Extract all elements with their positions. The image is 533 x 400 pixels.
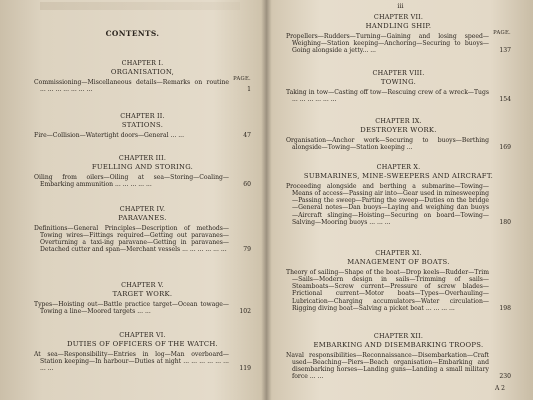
chapter-10 — [286, 164, 511, 226]
page-header-faded — [40, 2, 240, 10]
chapter-label: CHAPTER VI. — [119, 331, 166, 339]
chapter-topics: At sea—Responsibility—Entries in log—Man overboard—Station keeping—In harbour—Duties at night ... ... ... ... ... ... ... ... — [34, 351, 229, 373]
page-column-label: PAGE. — [493, 30, 511, 36]
chapter-title: SUBMARINES, MINE-SWEEPERS AND AIRCRAFT. — [303, 172, 494, 181]
chapter-title: TARGET WORK. — [112, 290, 173, 299]
chapter-title: DESTROYER WORK. — [360, 126, 437, 135]
chapter-label: CHAPTER IX. — [375, 117, 422, 125]
chapter-label: CHAPTER VIII. — [372, 69, 425, 77]
chapter-page: 154 — [499, 96, 511, 104]
chapter-label: CHAPTER I. — [121, 59, 164, 67]
chapter-title: PARAVANES. — [118, 214, 167, 223]
chapter-title: STATIONS. — [121, 121, 164, 130]
chapter-topics: Oiling from oilers—Oiling at sea—Storing—Coaling—Embarking ammunition ... ... ... ... ... — [34, 174, 229, 189]
chapter-title: FUELLING AND STORING. — [91, 163, 194, 172]
chapter-topics: Definitions—General Principles—Description of methods—Towing wires—Fittings required—Getting out paravanes—Overturning a taxi-ing paravane—Getting in paravanes—Detached cutter and span—Merchant vessels ... ... ... ... ... ... — [34, 225, 229, 254]
chapter-label: CHAPTER XII. — [373, 332, 424, 340]
chapter-page: 79 — [243, 246, 251, 254]
chapter-topics: Taking in tow—Casting off tow—Rescuing crew of a wreck—Tugs ... ... ... ... ... ... — [286, 89, 489, 104]
chapter-page: 60 — [243, 181, 251, 189]
chapter-topics: Naval responsibilities—Reconnaissance—Disembarkation—Craft used—Beaching—Piers—Beach organisation—Embarking and disembarking horses—Landing guns—Landing a small military force ... ... — [286, 352, 489, 381]
chapter-label: CHAPTER V. — [121, 281, 164, 289]
chapter-title: ORGANISATION, — [110, 68, 175, 77]
chapter-topics: Propellers—Rudders—Turning—Gaining and losing speed—Weighing—Station keeping—Anchoring—Securing to buoys—Going alongside a jetty... ... — [286, 33, 489, 55]
chapter-page: 119 — [239, 365, 251, 373]
chapter-page: 137 — [499, 47, 511, 55]
chapter-label: CHAPTER III. — [118, 154, 167, 162]
chapter-page: 47 — [243, 132, 251, 140]
chapter-page: 230 — [499, 373, 511, 381]
chapter-title: MANAGEMENT OF BOATS. — [347, 258, 450, 267]
chapter-title: EMBARKING AND DISEMBARKING TROOPS. — [313, 341, 484, 350]
chapter-page: 180 — [499, 218, 511, 226]
chapter-title: DUTIES OF OFFICERS OF THE WATCH. — [66, 340, 219, 349]
chapter-topics: Proceeding alongside and berthing a submarine—Towing—Means of access—Passing air into—Gear used in minesweeping—Passing the sweep—Parting the sweep—Duties on the bridge—General notes—Dan buoys—Laying and weighing dan buoys—Aircraft slinging—Hoisting—Securing on board—Towing—Salving—Mooring buoys ... ... ... — [286, 183, 489, 226]
chapter-12 — [286, 333, 511, 381]
chapter-5 — [34, 282, 251, 315]
chapter-label: CHAPTER II. — [120, 112, 165, 120]
chapter-4 — [34, 206, 251, 254]
chapter-topics: Commissioning—Miscellaneous details—Remarks on routine ... ... ... ... ... ... ... — [34, 79, 229, 94]
chapter-label: CHAPTER VII. — [373, 13, 424, 21]
chapter-8 — [286, 70, 511, 103]
chapter-11 — [286, 250, 511, 312]
chapter-topics: Theory of sailing—Shape of the boat—Drop keels—Rudder—Trim—Sails—Modern design in sails—Trimming of sails—Steamboats—Screw current—Pressure of screw blades—Frictional current—Motor boats—Types—Overhauling—Lubrication—Charging accumulators—Water circulation—Rigging diving boat—Salving a picket boat ... ... ... ... — [286, 269, 489, 312]
chapter-2 — [34, 113, 251, 139]
chapter-page: 198 — [499, 304, 511, 312]
page-number: iii — [397, 2, 404, 10]
chapter-topics: Organisation—Anchor work—Securing to buoys—Berthing alongside—Towing—Station keeping ... — [286, 137, 489, 152]
chapter-label: CHAPTER X. — [376, 163, 421, 171]
chapter-page: 169 — [499, 144, 511, 152]
left-page — [0, 0, 265, 400]
chapter-title: HANDLING SHIP. — [365, 22, 432, 31]
right-page — [268, 0, 533, 400]
chapter-page: 1 — [247, 86, 251, 94]
chapter-1 — [34, 60, 251, 93]
chapter-topics: Fire—Collision—Watertight doors—General ... ... — [34, 132, 185, 140]
chapter-9 — [286, 118, 511, 151]
signature-mark: A 2 — [494, 384, 505, 392]
chapter-3 — [34, 155, 251, 188]
contents-title: CONTENTS. — [105, 29, 160, 38]
chapter-6 — [34, 332, 251, 372]
chapter-label: CHAPTER IV. — [119, 205, 166, 213]
page-column-label: PAGE. — [233, 76, 251, 82]
chapter-title: TOWING. — [380, 78, 417, 87]
chapter-topics: Types—Hoisting out—Battle practice target—Ocean towage—Towing a line—Moored targets ... ... — [34, 301, 229, 316]
chapter-7 — [286, 14, 511, 54]
chapter-page: 102 — [239, 308, 251, 316]
chapter-label: CHAPTER XI. — [375, 249, 422, 257]
